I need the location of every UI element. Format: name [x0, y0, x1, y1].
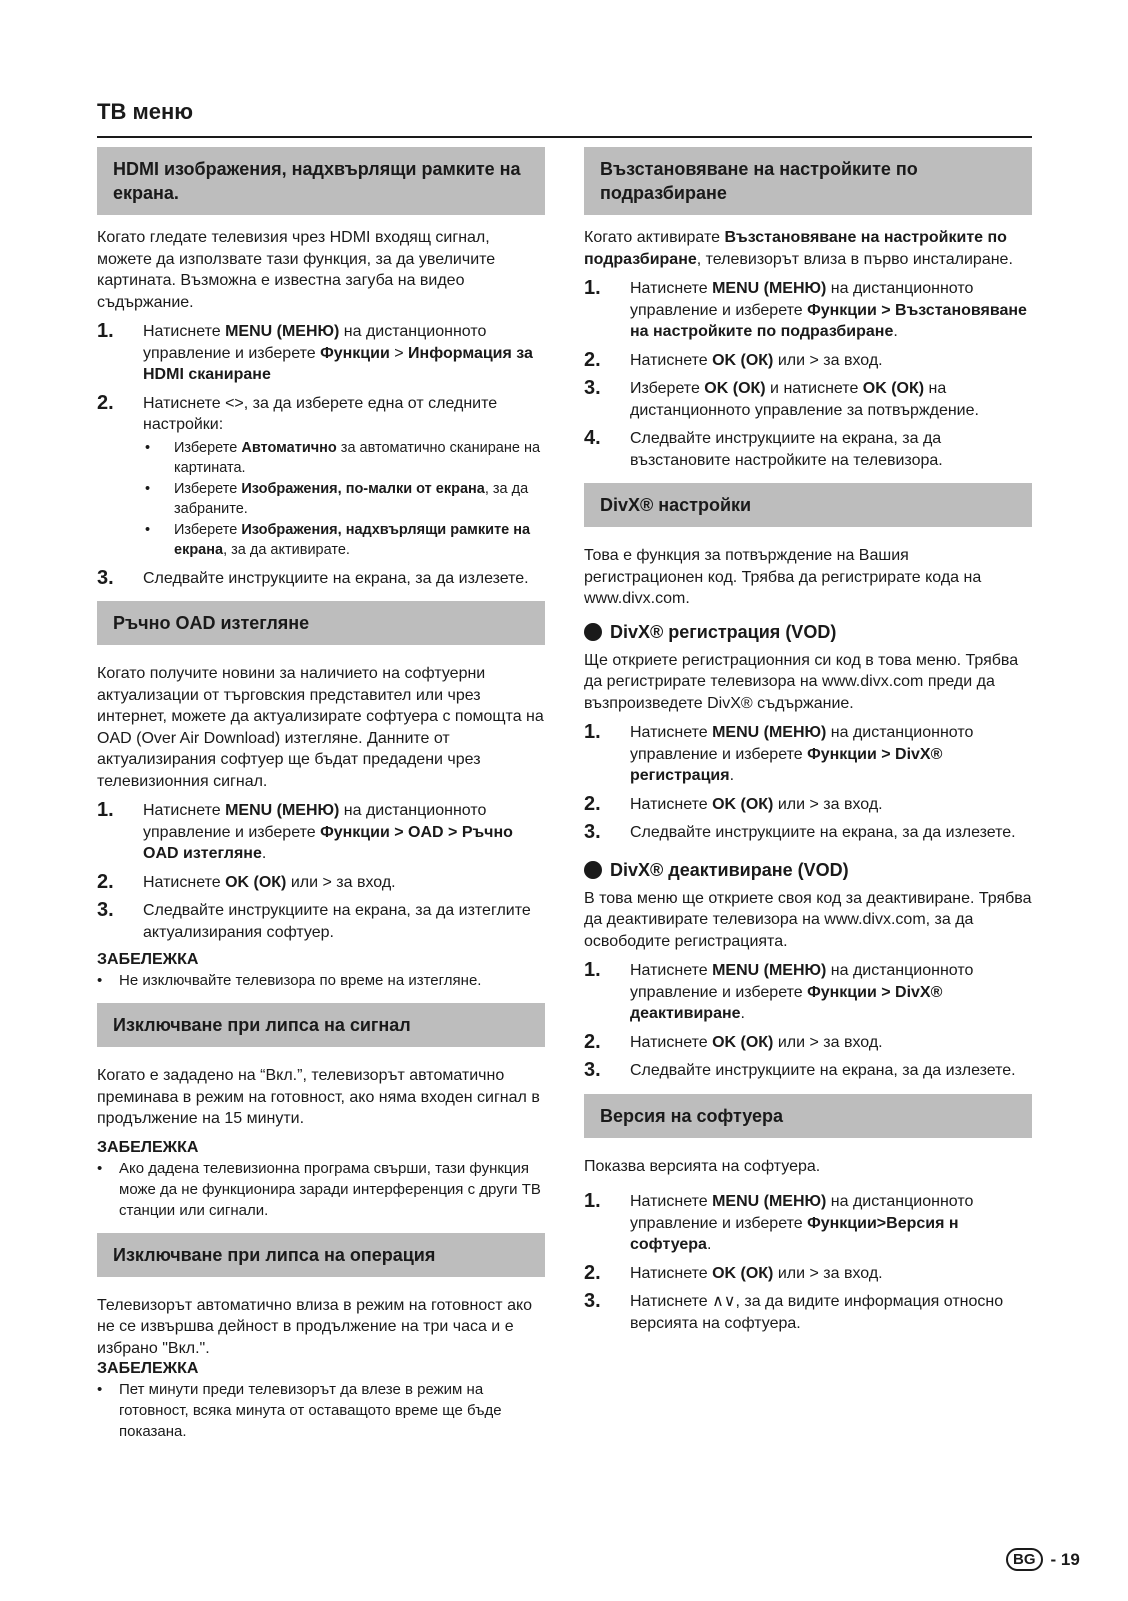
step-text: Натиснете ∧∨, за да видите информация относно версията на софтуера.: [630, 1293, 1004, 1332]
title-rule: [97, 136, 1032, 138]
note-heading: ЗАБЕЛЕЖКА: [97, 1138, 199, 1156]
language-badge: BG: [1006, 1548, 1043, 1571]
step-number: 3.: [584, 821, 601, 843]
option-item: • Изберете Изображения, по-малки от екрана, за да забраните.: [143, 479, 545, 519]
step-3: [584, 1060, 1032, 1082]
left-column: [97, 147, 545, 1448]
section-intro: Когато гледате телевизия чрез HDMI входящ сигнал, можете да използвате тази функция, за да увеличите картината. Възможна е известна загуба на видео съдържание.: [97, 229, 496, 311]
step-3: [97, 568, 545, 590]
step-2: [97, 393, 545, 561]
section-heading: Изключване при липса на операция: [97, 1233, 545, 1277]
section-intro: Когато активирате Възстановяване на настройките по подразбиране, телевизорът влиза в първо инсталиране.: [584, 229, 1013, 268]
step-2: [584, 794, 1032, 816]
section-reset: [584, 147, 1032, 471]
step-number: 3.: [584, 1290, 601, 1312]
step-text: Натиснете <>, за да изберете една от следните настройки:: [143, 394, 498, 433]
step-number: 1.: [97, 320, 114, 342]
subsection-heading-registration: DivX® регистрация (VOD): [584, 620, 1032, 644]
step-text: Натиснете MENU (МЕНЮ) на дистанционното управление и изберете Функции > OAD > Ръчно OAD изтегляне.: [143, 802, 513, 862]
step-3: [584, 1291, 1032, 1334]
note-text: • Не изключвайте телевизора по време на изтегляне.: [97, 970, 545, 991]
step-number: 2.: [97, 870, 114, 893]
step-number: 1.: [584, 959, 601, 981]
right-column: [584, 147, 1032, 1341]
step-text: Следвайте инструкциите на екрана, за да възстановите настройките на телевизора.: [630, 430, 943, 469]
step-text: Натиснете MENU (МЕНЮ) на дистанционното управление и изберете Функции > Възстановяване на настройките по подразбиране.: [630, 280, 1027, 340]
option-item: • Изберете Автоматично за автоматично сканиране на картината.: [143, 438, 545, 478]
step-text: Натиснете OK (ОК) или > за вход.: [630, 795, 883, 813]
section-hdmi: [97, 147, 545, 589]
step-text: Следвайте инструкциите на екрана, за да изтеглите актуализирания софтуер.: [143, 902, 531, 941]
page-title: ТВ меню: [97, 99, 194, 124]
option-item: • Изберете Изображения, надхвърлящи рамките на екрана, за да активирате.: [143, 520, 545, 560]
subsection-intro: Ще откриете регистрационния си код в това меню. Трябва да регистрирате телевизора на www.divx.com преди да възпроизведете DivX® съдържание.: [584, 651, 1019, 712]
step-text: Натиснете MENU (МЕНЮ) на дистанционното управление и изберете Функции > Информация за HDMI сканиране: [143, 323, 533, 383]
step-1: [584, 278, 1032, 343]
section-no-signal: [97, 1003, 545, 1221]
step-number: 1.: [584, 277, 601, 299]
step-1: [97, 800, 545, 865]
step-number: 2.: [584, 792, 601, 815]
step-number: 2.: [584, 1261, 601, 1284]
step-text: Следвайте инструкциите на екрана, за да излезете.: [630, 824, 1016, 841]
step-1: [584, 722, 1032, 787]
section-software-version: [584, 1094, 1032, 1335]
step-4: [584, 428, 1032, 471]
step-text: Натиснете OK (ОК) или > за вход.: [630, 1033, 883, 1051]
section-intro: Когато е зададено на “Вкл.”, телевизорът автоматично преминава в режим на готовност, ако няма входен сигнал в продължение на 15 минути.: [97, 1067, 540, 1127]
section-no-operation: [97, 1233, 545, 1443]
note-text: • Ако дадена телевизионна програма свърши, тази функция може да не функционира заради интерференция с други ТВ станции или сигнали.: [97, 1158, 545, 1221]
step-number: 1.: [97, 799, 114, 821]
step-number: 1.: [584, 721, 601, 743]
step-2: [97, 872, 545, 894]
step-number: 3.: [97, 899, 114, 921]
section-heading: Версия на софтуера: [584, 1094, 1032, 1138]
step-number: 1.: [584, 1190, 601, 1212]
step-2: [584, 1032, 1032, 1054]
section-intro: Това е функция за потвърждение на Вашия регистрационен код. Трябва да регистрирате кода на www.divx.com.: [584, 547, 982, 607]
step-2: [584, 1263, 1032, 1285]
step-text: Следвайте инструкциите на екрана, за да излезете.: [630, 1062, 1016, 1079]
step-number: 3.: [584, 1059, 601, 1081]
section-heading: Ръчно OAD изтегляне: [97, 601, 545, 645]
section-heading: HDMI изображения, надхвърлящи рамките на екрана.: [97, 147, 545, 215]
step-text: Натиснете OK (ОК) или > за вход.: [630, 1264, 883, 1282]
step-number: 2.: [584, 348, 601, 371]
note-text: • Пет минути преди телевизорът да влезе в режим на готовност, всяка минута от оставащото време ще бъде показана.: [97, 1379, 545, 1442]
subsection-intro: В това меню ще откриете своя код за деактивиране. Трябва да деактивирате телевизора на www.divx.com, за да освободите регистрацията.: [584, 889, 1032, 950]
step-1: [584, 960, 1032, 1025]
step-1: [97, 321, 545, 386]
step-number: 2.: [584, 1030, 601, 1053]
note-heading: ЗАБЕЛЕЖКА: [97, 951, 199, 968]
section-heading: Възстановяване на настройките по подразбиране: [584, 147, 1032, 215]
step-text: Натиснете OK (ОК) или > за вход.: [143, 873, 396, 891]
step-text: Изберете OK (ОК) и натиснете OK (ОК) на дистанционното управление за потвърждение.: [630, 380, 979, 419]
step-text: Натиснете OK (ОК) или > за вход.: [630, 351, 883, 369]
step-text: Натиснете MENU (МЕНЮ) на дистанционното управление и изберете Функции>Версия н софтуера.: [630, 1193, 974, 1253]
bullet-dot-icon: [584, 623, 602, 641]
section-heading: Изключване при липса на сигнал: [97, 1003, 545, 1047]
step-text: Натиснете MENU (МЕНЮ) на дистанционното управление и изберете Функции > DivX® регистрация.: [630, 724, 974, 784]
page-number-text: - 19: [1050, 1549, 1080, 1569]
step-number: 2.: [97, 391, 114, 414]
step-3: [97, 900, 545, 943]
section-oad: [97, 601, 545, 991]
step-text: Натиснете MENU (МЕНЮ) на дистанционното управление и изберете Функции > DivX® деактивиране.: [630, 962, 974, 1022]
option-list: [143, 438, 545, 560]
bullet-dot-icon: [584, 861, 602, 879]
step-number: 4.: [584, 427, 601, 449]
step-2: [584, 350, 1032, 372]
step-number: 3.: [97, 566, 114, 589]
section-divx: [584, 483, 1032, 1082]
step-number: 3.: [584, 377, 601, 399]
note-heading: ЗАБЕЛЕЖКА: [97, 1360, 199, 1377]
section-heading: DivX® настройки: [584, 483, 1032, 527]
step-3: [584, 822, 1032, 844]
section-intro: Телевизорът автоматично влиза в режим на готовност ако не се извършва дейност в продължение на три часа и е избрано "Вкл.".: [97, 1296, 533, 1357]
section-intro: Когато получите новини за наличието на софтуерни актуализации от търговския представител или чрез интернет, можете да актуализирате софтуера с помощта на OAD (Over Air Download) изтегляне. Данните от актуализирания софтуер ще бъдат предадени чрез телевизионния сигнал.: [97, 665, 544, 790]
step-text: Следвайте инструкциите на екрана, за да излезете.: [143, 569, 529, 587]
page-number: [1006, 1548, 1080, 1571]
subsection-heading-deactivation: DivX® деактивиране (VOD): [584, 858, 1032, 882]
step-1: [584, 1191, 1032, 1256]
step-3: [584, 378, 1032, 421]
section-intro: Показва версията на софтуера.: [584, 1157, 821, 1175]
